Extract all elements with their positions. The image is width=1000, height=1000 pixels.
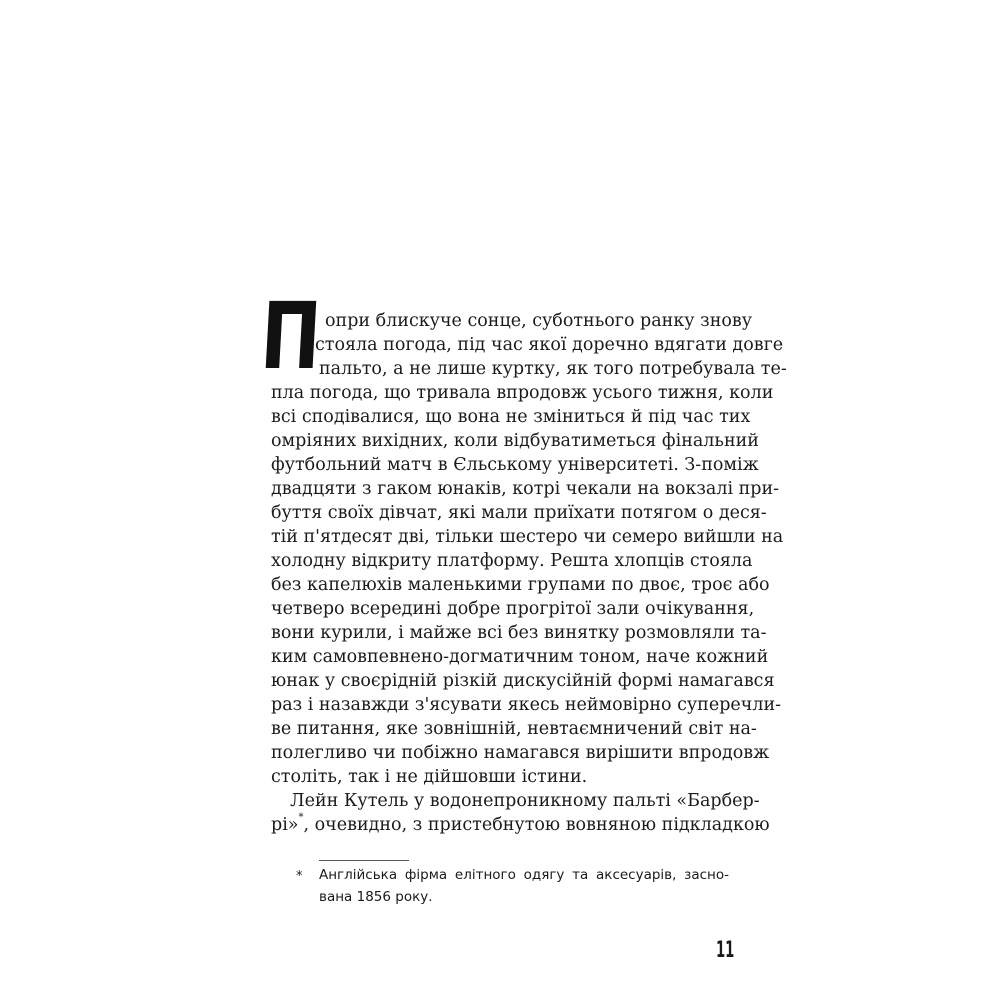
text-line: полегливо чи побіжно намагався вирішити впродовж bbox=[271, 743, 770, 763]
text-line: ким самовпевнено-догматичним тоном, наче кожний bbox=[271, 647, 769, 667]
drop-cap: П bbox=[257, 283, 324, 390]
text-line: буття своїх дівчат, які мали приїхати потягом о деся- bbox=[271, 503, 767, 523]
text-line: футбольний матч в Єльському університеті. З-поміж bbox=[271, 455, 759, 475]
text-line: двадцяти з гаком юнаків, котрі чекали на вокзалі при- bbox=[271, 479, 780, 499]
paragraph-2-rest: , очевидно, з пристебнутою вовняною підкладкою bbox=[303, 815, 770, 835]
text-line: пла погода, що тривала впродовж усього тижня, коли bbox=[271, 383, 774, 403]
footnote-marker: * bbox=[296, 869, 303, 884]
paragraph-2-line bbox=[271, 812, 770, 837]
text-line: юнак у своєрідній різкій дискусійній формі намагався bbox=[271, 671, 775, 691]
text-line: століть, так і не дійшовши істини. bbox=[271, 767, 588, 787]
footnote-line: вана 1856 року. bbox=[319, 889, 433, 905]
text-line: опри блискуче сонце, суботнього ранку знову bbox=[325, 311, 753, 331]
paragraph-2-line: Лейн Кутель у водонепроникному пальті «Барбер- bbox=[290, 791, 760, 811]
text-line: четверо всередині добре прогрітої зали очікування, bbox=[271, 599, 755, 619]
page-number: 11 bbox=[716, 938, 735, 963]
text-line: омріяних вихідних, коли відбуватиметься фінальний bbox=[271, 431, 759, 451]
footnote-reference: * bbox=[298, 812, 304, 823]
text-line: стояла погода, під час якої доречно вдягати довге bbox=[315, 335, 784, 355]
text-line: пальто, а не лише куртку, як того потребувала те- bbox=[319, 359, 787, 379]
text-line: тій п'ятдесят дві, тільки шестеро чи семеро вийшли на bbox=[271, 527, 784, 547]
text-line: ве питання, яке зовнішній, невтаємничений світ на- bbox=[271, 719, 757, 739]
text-line: раз і назавжди з'ясувати якесь неймовірно суперечли- bbox=[271, 695, 782, 715]
text-line: холодну відкриту платформу. Решта хлопців стояла bbox=[271, 551, 753, 571]
brand-name-end: рі» bbox=[271, 815, 299, 835]
footnote-divider bbox=[319, 860, 409, 861]
footnote-line: Англійська фірма елітного одягу та аксесуарів, засно- bbox=[319, 867, 729, 883]
text-line: без капелюхів маленькими групами по двоє, троє або bbox=[271, 575, 770, 595]
text-line: всі сподівалися, що вона не зміниться й під час тих bbox=[271, 407, 751, 427]
text-line: вони курили, і майже всі без винятку розмовляли та- bbox=[271, 623, 767, 643]
